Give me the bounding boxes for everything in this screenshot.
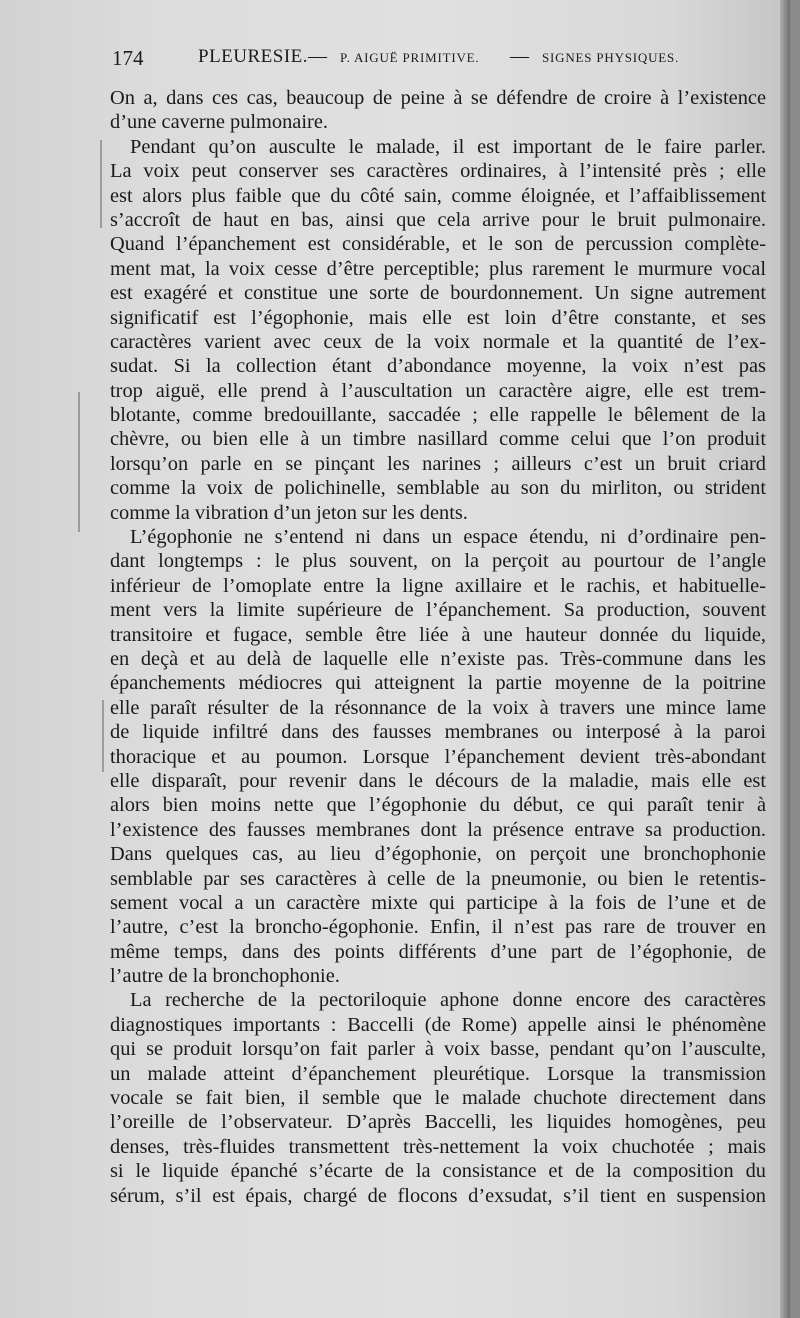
text-line: transitoire et fugace, semble être liée à une hauteur donnée du liquide,	[110, 623, 766, 646]
text-line: Pendant qu’on ausculte le malade, il est important de le faire parler.	[130, 135, 766, 158]
text-line: inférieur de l’omoplate entre la ligne axillaire et le rachis, et habituelle-	[110, 574, 766, 597]
page-edge-shadow	[780, 0, 790, 1318]
text-line: l’oreille de l’observateur. D’après Baccelli, les liquides homogènes, peu	[110, 1111, 766, 1134]
text-line: l’existence des fausses membranes dont la présence entrave sa production.	[110, 818, 766, 841]
text-line: La recherche de la pectoriloquie aphone donne encore des caractères	[130, 989, 766, 1012]
text-line: semblable par ses caractères à celle de la pneumonie, ou bien le retentis-	[110, 867, 766, 890]
text-line: elle paraît résulter de la résonnance de la voix à travers une mince lame	[110, 696, 766, 719]
body-text	[110, 86, 766, 1208]
text-line: thoracique et au poumon. Lorsque l’épanchement devient très-abondant	[110, 745, 766, 768]
text-line: lorsqu’on parle en se pinçant les narines ; ailleurs c’est un bruit criard	[110, 452, 766, 475]
header-subtitle-1: P. AIGUË PRIMITIVE.	[340, 50, 480, 65]
header-title: PLEURESIE.	[198, 46, 309, 67]
header-dash: —	[510, 46, 529, 67]
text-line: sement vocal a un caractère mixte qui participe à la fois de l’une et de	[110, 891, 766, 914]
page-number: 174	[112, 46, 144, 70]
text-line: en deçà et au delà de laquelle elle n’existe pas. Très-commune dans les	[110, 647, 766, 670]
text-line: épanchements médiocres qui atteignent la partie moyenne de la poitrine	[110, 672, 766, 695]
header-subtitle-2: SIGNES PHYSIQUES.	[542, 50, 680, 65]
margin-pencil-mark	[78, 392, 80, 532]
text-line: l’autre, c’est la broncho-égophonie. Enfin, il n’est pas rare de trouver en	[110, 916, 766, 939]
text-line: sudat. Si la collection étant d’abondance moyenne, la voix n’est pas	[110, 355, 766, 378]
text-line: alors bien moins nette que l’égophonie du début, ce qui paraît tenir à	[110, 794, 766, 817]
text-line: trop aiguë, elle prend à l’auscultation un caractère aigre, elle est trem-	[110, 379, 766, 402]
text-line: La voix peut conserver ses caractères ordinaires, à l’intensité près ; elle	[110, 160, 766, 183]
text-line: vocale se fait bien, il semble que le malade chuchote directement dans	[110, 1087, 766, 1110]
text-line: de liquide infiltré dans des fausses membranes ou interposé à la paroi	[110, 721, 766, 744]
text-line: même temps, dans des points différents d’une part de l’égophonie, de	[110, 940, 766, 963]
text-line: comme la voix de polichinelle, semblable au son du mirliton, ou strident	[110, 477, 766, 500]
text-line: Quand l’épanchement est considérable, et le son de percussion complète-	[110, 233, 766, 256]
text-line: ment vers la limite supérieure de l’épanchement. Sa production, souvent	[110, 599, 766, 622]
text-line: dant longtemps : le plus souvent, on la perçoit au pourtour de l’angle	[110, 550, 766, 573]
margin-pencil-mark	[102, 700, 104, 772]
text-line: caractères varient avec ceux de la voix normale et la quantité de l’ex-	[110, 330, 766, 353]
text-line: ment mat, la voix cesse d’être perceptible; plus rarement le murmure vocal	[110, 257, 766, 280]
text-line: est alors plus faible que du côté sain, comme éloignée, et l’affaiblissement	[110, 184, 766, 207]
text-line: d’une caverne pulmonaire.	[110, 111, 328, 134]
text-line: significatif est l’égophonie, mais elle est loin d’être constante, et ses	[110, 306, 766, 329]
text-line: est exagéré et constitue une sorte de bourdonnement. Un signe autrement	[110, 282, 766, 305]
text-line: blotante, comme bredouillante, saccadée ; elle rappelle le bêlement de la	[110, 404, 766, 427]
running-header	[112, 46, 767, 76]
text-line: elle disparaît, pour revenir dans le décours de la maladie, mais elle est	[110, 769, 766, 792]
text-line: si le liquide épanché s’écarte de la consistance et de la composition du	[110, 1160, 766, 1183]
text-line: comme la vibration d’un jeton sur les dents.	[110, 501, 468, 524]
text-line: L’égophonie ne s’entend ni dans un espace étendu, ni d’ordinaire pen-	[130, 526, 766, 549]
text-line: un malade atteint d’épanchement pleurétique. Lorsque la transmission	[110, 1062, 766, 1085]
text-line: denses, très-fluides transmettent très-nettement la voix chuchotée ; mais	[110, 1135, 766, 1158]
text-line: sérum, s’il est épais, chargé de flocons d’exsudat, s’il tient en suspension	[110, 1184, 766, 1207]
text-line: Dans quelques cas, au lieu d’égophonie, on perçoit une bronchophonie	[110, 843, 766, 866]
margin-pencil-mark	[100, 140, 102, 228]
text-line: s’accroît de haut en bas, ainsi que cela arrive pour le bruit pulmonaire.	[110, 208, 766, 231]
header-dash: —	[308, 46, 327, 67]
text-line: l’autre de la bronchophonie.	[110, 965, 340, 988]
text-line: qui se produit lorsqu’on fait parler à voix basse, pendant qu’on l’ausculte,	[110, 1038, 766, 1061]
text-line: chèvre, ou bien elle à un timbre nasillard comme celui que l’on produit	[110, 428, 766, 451]
text-line: diagnostiques importants : Baccelli (de Rome) appelle ainsi le phénomène	[110, 1013, 766, 1036]
text-line: On a, dans ces cas, beaucoup de peine à se défendre de croire à l’existence	[110, 87, 766, 109]
